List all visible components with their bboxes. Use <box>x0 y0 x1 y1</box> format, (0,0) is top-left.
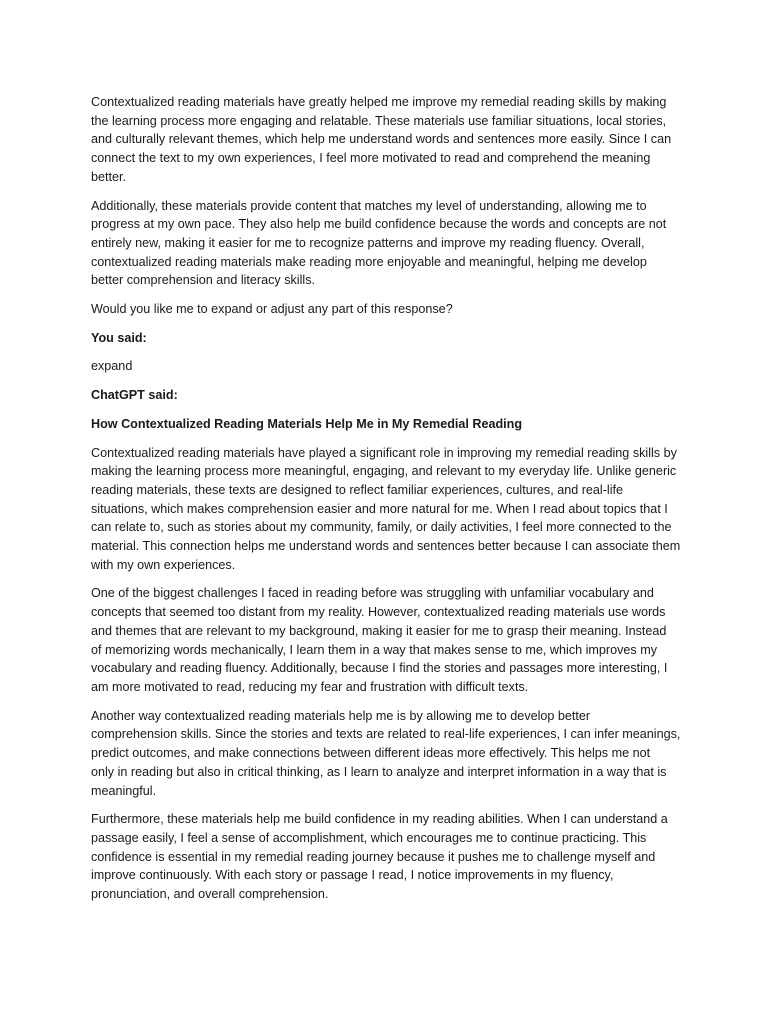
intro-paragraph: Contextualized reading materials have greatly helped me improve my remedial reading skills by making the learning process more engaging and relatable. These materials use familiar situations, local stories, and culturally relevant themes, which help me understand words and sentences more easily. Since I can connect the text to my own experiences, I feel more motivated to read and comprehend the meaning better. <box>91 95 672 184</box>
body-paragraph: Contextualized reading materials have played a significant role in improving my remedial reading skills by making the learning process more meaningful, engaging, and relevant to my everyday life. Unlike generic reading materials, these texts are designed to reflect familiar experiences, cultures, and real-life situations, which makes comprehension easier and more natural for me. When I read about topics that I can relate to, such as stories about my community, family, or daily activities, I feel more connected to the material. This connection helps me understand words and sentences better because I can associate them with my own experiences. <box>91 445 681 572</box>
section-heading: How Contextualized Reading Materials Help Me in My Remedial Reading <box>91 416 523 431</box>
assistant-label: ChatGPT said: <box>91 388 178 403</box>
body-paragraph: One of the biggest challenges I faced in reading before was struggling with unfamiliar vocabulary and concepts that seemed too distant from my reality. However, contextualized reading materials use words and themes that are relevant to my background, making it easier for me to grasp their meaning. Instead of memorizing words mechanically, I learn them in a way that makes sense to me, which improves my vocabulary and reading fluency. Additionally, because I find the stories and passages more interesting, I am more motivated to read, reducing my fear and frustration with difficult texts. <box>91 586 668 694</box>
user-message: expand <box>91 359 133 374</box>
document-body <box>91 93 689 914</box>
user-label: You said: <box>91 330 147 345</box>
body-paragraph: Furthermore, these materials help me build confidence in my reading abilities. When I can understand a passage easily, I feel a sense of accomplishment, which encourages me to continue practicing. This confidence is essential in my remedial reading journey because it pushes me to challenge myself and improve continuously. With each story or passage I read, I notice improvements in my fluency, pronunciation, and overall comprehension. <box>91 812 668 902</box>
body-paragraph: Another way contextualized reading materials help me is by allowing me to develop better comprehension skills. Since the stories and texts are related to real-life experiences, I can infer meanings, predict outcomes, and make connections between different ideas more effectively. This helps me not only in reading but also in critical thinking, as I learn to analyze and interpret information in a way that is meaningful. <box>91 708 681 798</box>
followup-question: Would you like me to expand or adjust any part of this response? <box>91 302 453 317</box>
intro-paragraph: Additionally, these materials provide content that matches my level of understanding, allowing me to progress at my own pace. They also help me build confidence because the words and concepts are not entirely new, making it easier for me to recognize patterns and improve my reading fluency. Overall, contextualized reading materials make reading more enjoyable and meaningful, helping me develop better comprehension and literacy skills. <box>91 198 667 288</box>
